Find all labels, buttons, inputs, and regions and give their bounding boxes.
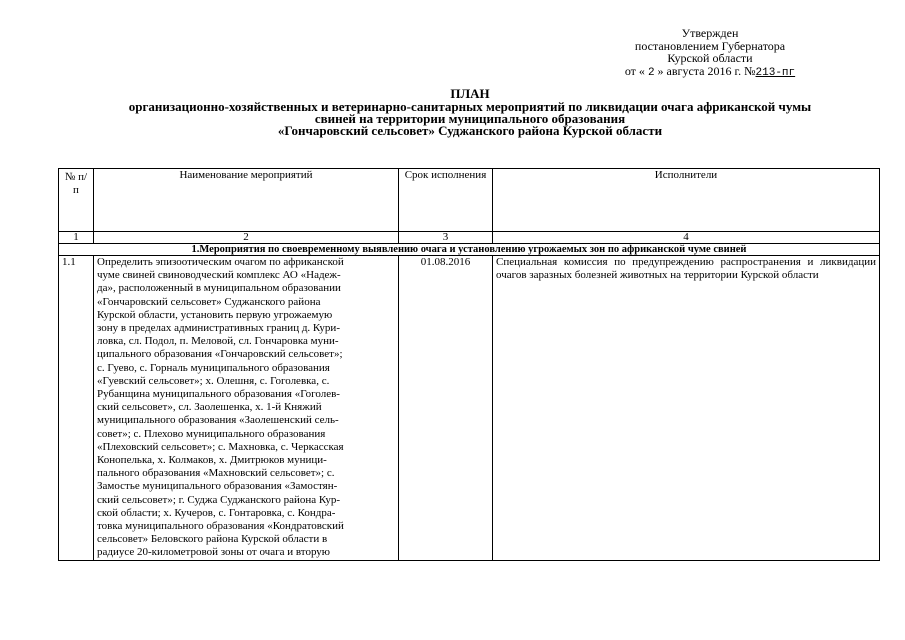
activity-line: да», расположенный в муниципальном образовании <box>97 282 341 295</box>
header-num: № п/п <box>59 169 94 232</box>
approval-line3: Курской области <box>667 51 753 65</box>
activity-line: ской области; х. Кучеров, с. Гонтаровка, с. Кондра- <box>97 506 336 519</box>
activity-line: ский сельсовет», сл. Заолешенка, х. 1-й Княжий <box>97 401 322 414</box>
activity-line: Курской области, установить первую угрожаемую <box>97 308 333 321</box>
activity-line: Конопелька, х. Колмаков, х. Дмитрюков муници- <box>97 454 327 467</box>
section-title: 1.Мероприятия по своевременному выявлению очага и установлению угрожаемых зон по африканской чуме свиней <box>59 244 880 256</box>
decree-number: 213-пг <box>755 66 796 79</box>
activity-line: ловка, сл. Подол, п. Меловой, сл. Гончаровка муни- <box>97 335 339 348</box>
title-line3: «Гончаровский сельсовет» Суджанского района Курской области <box>277 123 663 138</box>
col-num-2: 2 <box>94 232 399 244</box>
plan-table <box>58 168 880 561</box>
date-mid: » августа 2016 г. № <box>657 63 756 78</box>
activity-line: «Гончаровский сельсовет» Суджанского района <box>97 295 321 308</box>
document-title: ПЛАН <box>450 86 490 101</box>
activity-line: зону в пределах административных границ д. Кури- <box>97 322 340 335</box>
column-number-row <box>59 232 880 244</box>
header-row <box>59 169 880 232</box>
date-prefix: от « <box>624 63 645 78</box>
activity-line: муниципального образования «Заолешенский сель- <box>97 414 339 427</box>
activity-line: пального образования «Махновский сельсовет»; с. <box>97 467 335 480</box>
date-day: 2 <box>647 66 655 79</box>
term-cell: 01.08.2016 <box>399 256 493 561</box>
activity-line: «Гуевский сельсовет»; х. Олешня, с. Гоголевка, с. <box>97 374 330 387</box>
approval-date <box>585 65 835 80</box>
activity-line: ципального образования «Гончаровский сельсовет»; <box>97 348 343 361</box>
activity-line: Рубанщина муниципального образования «Гоголев- <box>97 388 340 401</box>
activity-line: ский сельсовет»; г. Суджа Суджанского района Кур- <box>97 493 341 506</box>
activity-line: сельсовет» Беловского района Курской области в <box>97 533 328 546</box>
header-activity: Наименование мероприятий <box>94 169 399 232</box>
col-num-3: 3 <box>399 232 493 244</box>
approval-line2: постановлением Губернатора <box>634 38 786 53</box>
col-num-4: 4 <box>493 232 880 244</box>
header-executors: Исполнители <box>493 169 880 232</box>
row-number: 1.1 <box>59 256 94 561</box>
activity-line: «Плеховский сельсовет»; с. Махновка, с. Черкасская <box>97 440 344 453</box>
table-row <box>59 256 880 561</box>
activity-line: чуме свиней свиноводческий комплекс АО «Надеж- <box>97 269 341 282</box>
approval-line1: Утвержден <box>681 26 739 40</box>
activity-text <box>94 256 399 561</box>
approval-stamp <box>585 27 835 79</box>
activity-line: Определить эпизоотическим очагом по африканской <box>97 256 344 268</box>
activity-line: Замостье муниципального образования «Замостян- <box>97 480 338 493</box>
activity-line: радиусе 20-километровой зоны от очага и вторую <box>97 546 331 559</box>
section-row <box>59 244 880 256</box>
title-line1: организационно-хозяйственных и ветеринарно-санитарных мероприятий по ликвидации очага африканской чумы <box>128 99 812 114</box>
executors-cell: Специальная комиссия по предупреждению распространения и ликвидации очагов заразных болезней животных на территории Курской области <box>493 256 880 561</box>
col-num-1: 1 <box>59 232 94 244</box>
header-term: Срок исполнения <box>399 169 493 232</box>
activity-line: товка муниципального образования «Кондратовский <box>97 520 344 533</box>
activity-line: совет»; с. Плехово муниципального образования <box>97 427 326 440</box>
activity-line: с. Гуево, с. Горналь муниципального образования <box>97 361 330 374</box>
title-line2: свиней на территории муниципального образования <box>314 111 626 126</box>
